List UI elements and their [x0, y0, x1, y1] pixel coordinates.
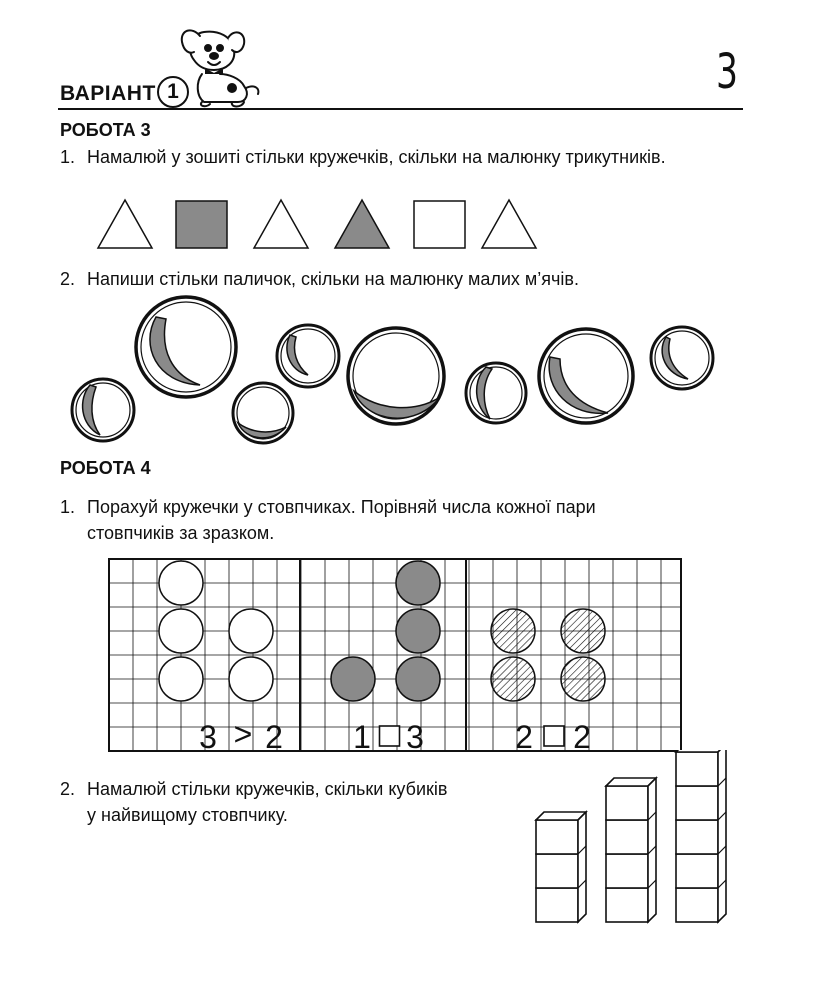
variant-label: ВАРІАНТ [60, 82, 156, 105]
count-circle [396, 609, 440, 653]
cube [676, 854, 718, 888]
compare-sign: > [233, 716, 253, 752]
compare-left-number: 1 [353, 719, 371, 754]
cube-tower [536, 812, 586, 922]
compare-left-number: 2 [515, 719, 533, 754]
cube [676, 752, 718, 786]
ball-small-icon [651, 327, 713, 389]
cube [606, 786, 648, 820]
comparison-grid [108, 558, 682, 754]
balls-row [60, 295, 730, 455]
count-circle [491, 657, 535, 701]
ball-small-icon [233, 383, 293, 443]
count-circle [229, 657, 273, 701]
task-text-line2: у найвищому стовпчику. [87, 805, 288, 825]
cube [676, 786, 718, 820]
triangle-white-icon [482, 200, 536, 248]
page-number: 3 [716, 44, 738, 100]
cube [536, 854, 578, 888]
compare-answer-box[interactable] [380, 726, 400, 746]
square-gray-icon [176, 201, 227, 248]
work3-title: РОБОТА 3 [60, 120, 151, 140]
count-circle [159, 657, 203, 701]
cube [676, 888, 718, 922]
cube [606, 820, 648, 854]
header-divider [58, 108, 743, 110]
cube [606, 888, 648, 922]
ball-large-icon [348, 328, 444, 424]
compare-right-number: 3 [406, 719, 424, 754]
count-circle [561, 609, 605, 653]
ball-large-icon [539, 329, 633, 423]
count-circle [159, 561, 203, 605]
cube [536, 888, 578, 922]
cube [536, 820, 578, 854]
task-number: 2. [60, 779, 76, 799]
ball-large-icon [136, 297, 236, 397]
compare-answer-box[interactable] [544, 726, 564, 746]
compare-left-number: 3 [199, 719, 217, 754]
triangle-gray-icon [335, 200, 389, 248]
task-number: 1. [60, 147, 76, 167]
task-text-line2: стовпчиків за зразком. [87, 523, 275, 543]
cube-tower [676, 750, 726, 922]
work4-title: РОБОТА 4 [60, 458, 151, 478]
cube [606, 854, 648, 888]
count-circle [229, 609, 273, 653]
task-number: 2. [60, 269, 76, 289]
count-circle [491, 609, 535, 653]
ball-small-icon [72, 379, 134, 441]
count-circle [331, 657, 375, 701]
task-text: Намалюй у зошиті стільки кружечків, скільки на малюнку трикутників. [87, 147, 666, 167]
count-circle [396, 561, 440, 605]
ball-small-icon [466, 363, 526, 423]
count-circle [396, 657, 440, 701]
count-circle [159, 609, 203, 653]
cube-towers [530, 750, 730, 930]
count-circle [561, 657, 605, 701]
triangle-white-icon [98, 200, 152, 248]
triangle-white-icon [254, 200, 308, 248]
task-number: 1. [60, 497, 76, 517]
task-text-line1: Намалюй стільки кружечків, скільки кубиків [87, 779, 448, 799]
task-text: Напиши стільки паличок, скільки на малюнку малих м’ячів. [87, 269, 579, 289]
compare-right-number: 2 [573, 719, 591, 754]
cube [676, 820, 718, 854]
compare-right-number: 2 [265, 719, 283, 754]
square-white-icon [414, 201, 465, 248]
shapes-row [90, 195, 550, 255]
variant-number-badge: 1 [157, 76, 189, 108]
task-text-line1: Порахуй кружечки у стовпчиках. Порівняй числа кожної пари [87, 497, 596, 517]
cube-tower [606, 778, 656, 922]
ball-small-icon [277, 325, 339, 387]
